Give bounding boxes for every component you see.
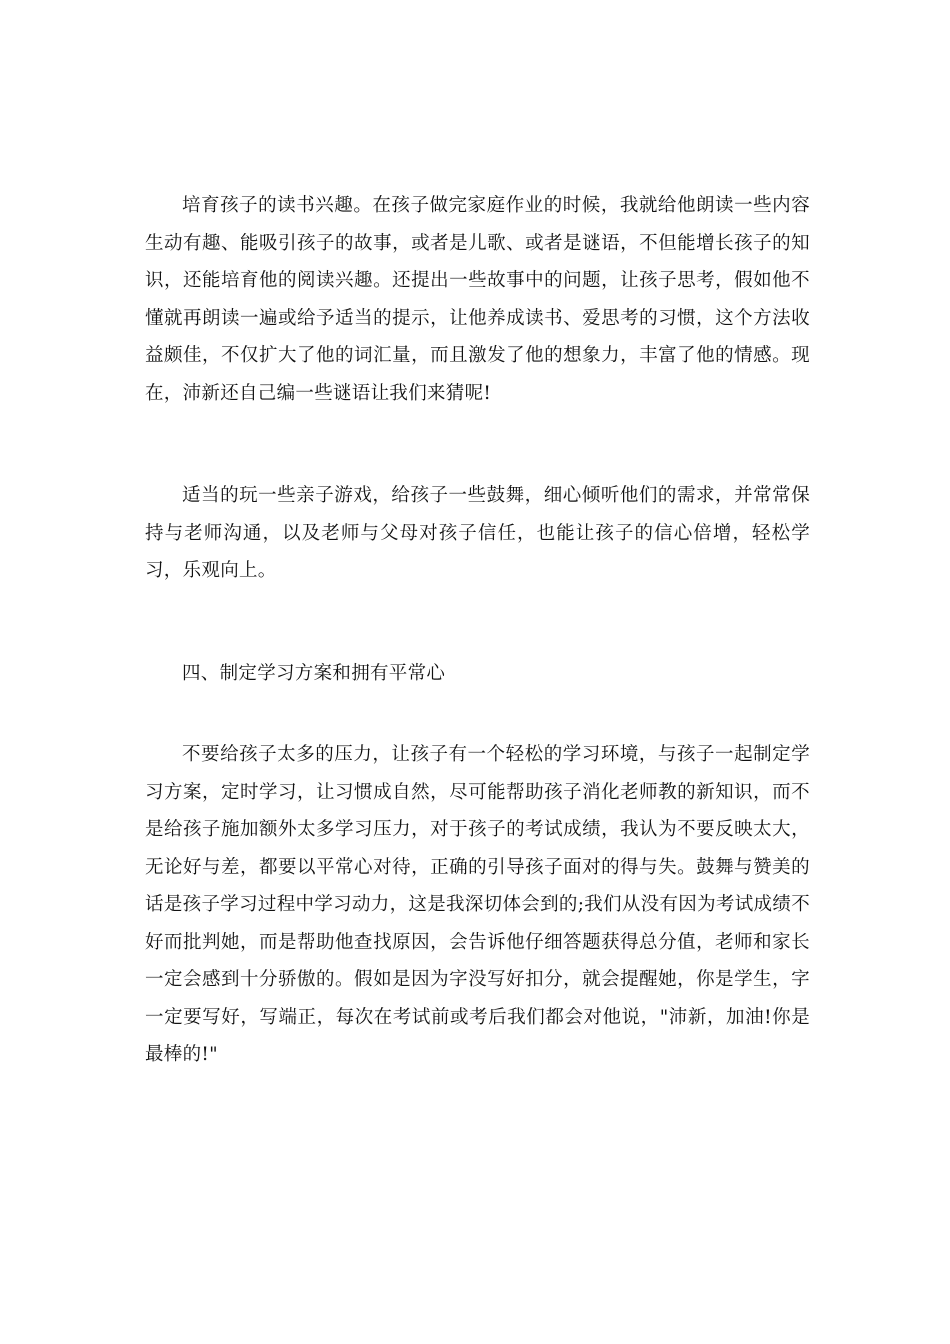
paragraph-study-plan: 不要给孩子太多的压力，让孩子有一个轻松的学习环境，与孩子一起制定学习方案，定时学习，让习惯成自然，尽可能帮助孩子消化老师教的新知识，而不是给孩子施加额外太多学习压力，对于孩子的考试成绩，我认为不要反映太大，无论好与差，都要以平常心对待，正确的引导孩子面对的得与失。鼓舞与赞美的话是孩子学习过程中学习动力，这是我深切体会到的;我们从没有因为考试成绩不好而批判她，而是帮助他查找原因，会告诉他仔细答题获得总分值，老师和家长一定会感到十分骄傲的。假如是因为字没写好扣分，就会提醒她，你是学生，字一定要写好，写端正，每次在考试前或考后我们都会对他说，"沛新，加油!你是最棒的!" — [145, 744, 810, 1065]
section-heading-study-plan: 四、制定学习方案和拥有平常心 — [182, 663, 446, 684]
paragraph-reading-interest: 培育孩子的读书兴趣。在孩子做完家庭作业的时候，我就给他朗读一些内容生动有趣、能吸引孩子的故事，或者是儿歌、或者是谜语，不但能增长孩子的知识，还能培育他的阅读兴趣。还提出一些故事中的问题，让孩子思考，假如他不懂就再朗读一遍或给予适当的提示，让他养成读书、爱思考的习惯，这个方法收益颇佳，不仅扩大了他的词汇量，而且激发了他的想象力，丰富了他的情感。现在，沛新还自己编一些谜语让我们来猜呢! — [145, 195, 810, 404]
paragraph-parent-child-games: 适当的玩一些亲子游戏，给孩子一些鼓舞，细心倾听他们的需求，并常常保持与老师沟通，以及老师与父母对孩子信任，也能让孩子的信心倍增，轻松学习，乐观向上。 — [145, 485, 810, 581]
